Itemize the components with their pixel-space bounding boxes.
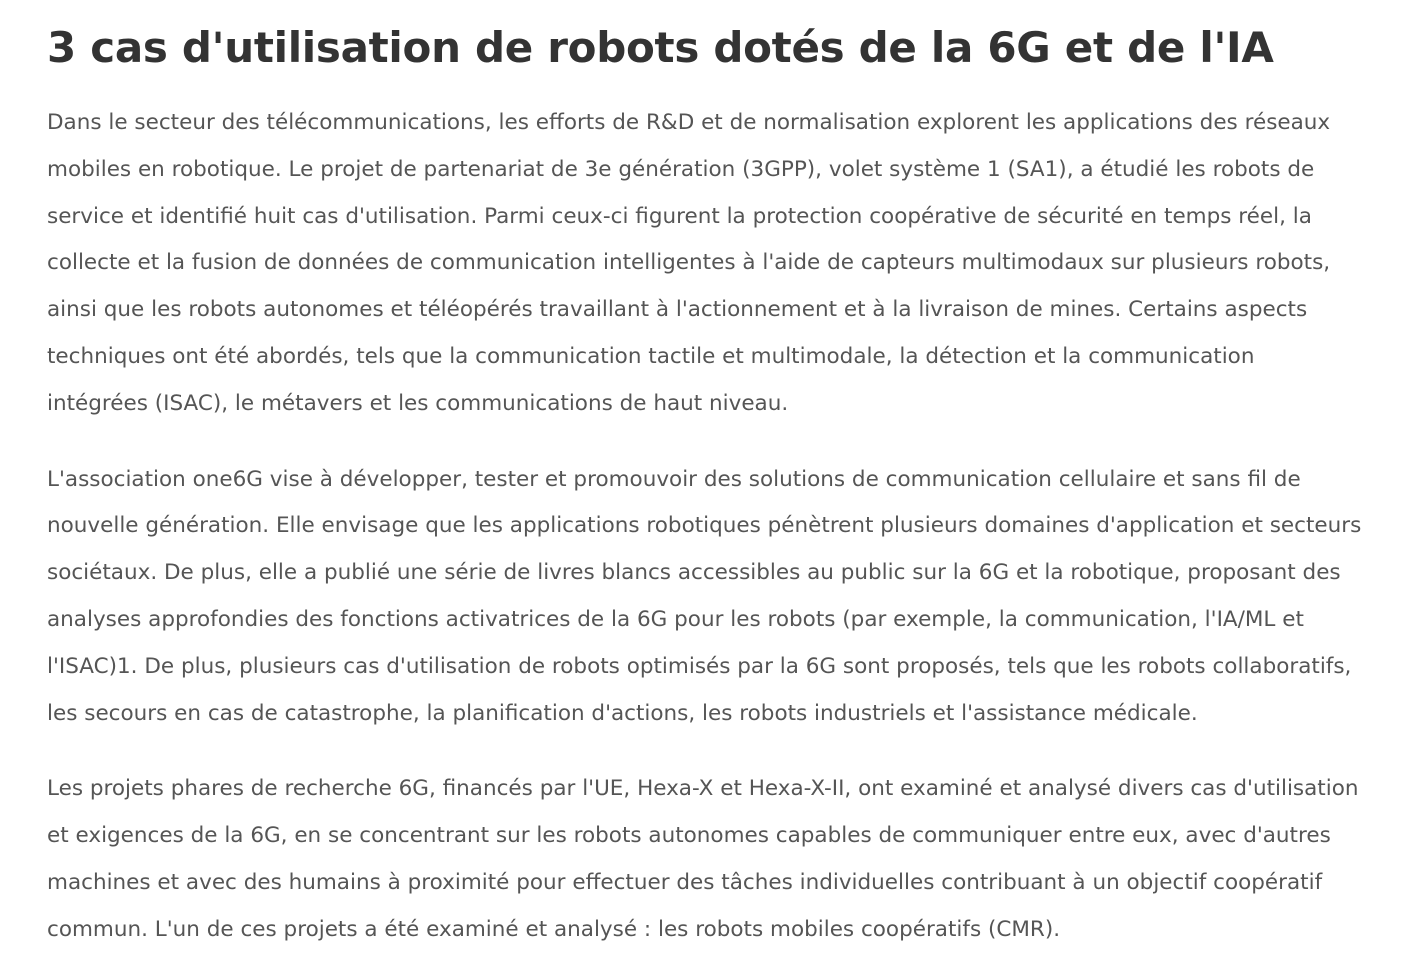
paragraph-line: techniques ont été abordés, tels que la communication tactile et multimodale, la détection et la communication — [47, 343, 1255, 369]
paragraph-one6g — [47, 457, 1379, 738]
paragraph-line: service et identifié huit cas d'utilisation. Parmi ceux-ci figurent la protection coopérative de sécurité en temps réel, la — [47, 203, 1312, 229]
paragraph-line: collecte et la fusion de données de communication intelligentes à l'aide de capteurs multimodaux sur plusieurs robots, — [47, 250, 1331, 276]
paragraph-line: nouvelle génération. Elle envisage que les applications robotiques pénètrent plusieurs domaines d'application et secteurs — [47, 513, 1362, 539]
paragraph-line: Dans le secteur des télécommunications, les efforts de R&D et de normalisation explorent les applications des réseaux — [47, 110, 1331, 135]
paragraph-line: mobiles en robotique. Le projet de partenariat de 3e génération (3GPP), volet système 1 (SA1), a étudié les robots de — [47, 156, 1315, 182]
paragraph-line: l'ISAC)1. De plus, plusieurs cas d'utilisation de robots optimisés par la 6G sont proposés, tels que les robots collaboratifs, — [47, 653, 1352, 679]
paragraph-line: analyses approfondies des fonctions activatrices de la 6G pour les robots (par exemple, la communication, l'IA/ML et — [47, 606, 1304, 632]
paragraph-line: L'association one6G vise à développer, tester et promouvoir des solutions de communication cellulaire et sans fil de — [47, 466, 1301, 492]
paragraph-hexa-x — [47, 766, 1379, 953]
paragraph-line: ainsi que les robots autonomes et téléopérés travaillant à l'actionnement et à la livraison de mines. Certains aspects — [47, 297, 1308, 323]
paragraph-line: machines et avec des humains à proximité pour effectuer des tâches individuelles contribuant à un objectif coopératif — [47, 869, 1323, 895]
article-title: 3 cas d'utilisation de robots dotés de la 6G et de l'IA — [47, 23, 1274, 72]
paragraph-line: et exigences de la 6G, en se concentrant sur les robots autonomes capables de communiquer entre eux, avec d'autres — [47, 823, 1331, 849]
paragraph-3gpp — [47, 100, 1379, 428]
paragraph-line: intégrées (ISAC), le métavers et les communications de haut niveau. — [47, 390, 789, 416]
paragraph-line: Les projets phares de recherche 6G, financés par l'UE, Hexa-X et Hexa-X-II, ont examiné et analysé divers cas d'utilisation — [47, 776, 1359, 802]
paragraph-line: les secours en cas de catastrophe, la planification d'actions, les robots industriels et l'assistance médicale. — [47, 700, 1198, 726]
paragraph-line: commun. L'un de ces projets a été examiné et analysé : les robots mobiles coopératifs (CMR). — [47, 916, 1061, 942]
paragraph-line: sociétaux. De plus, elle a publié une série de livres blancs accessibles au public sur la 6G et la robotique, proposant des — [47, 560, 1341, 586]
